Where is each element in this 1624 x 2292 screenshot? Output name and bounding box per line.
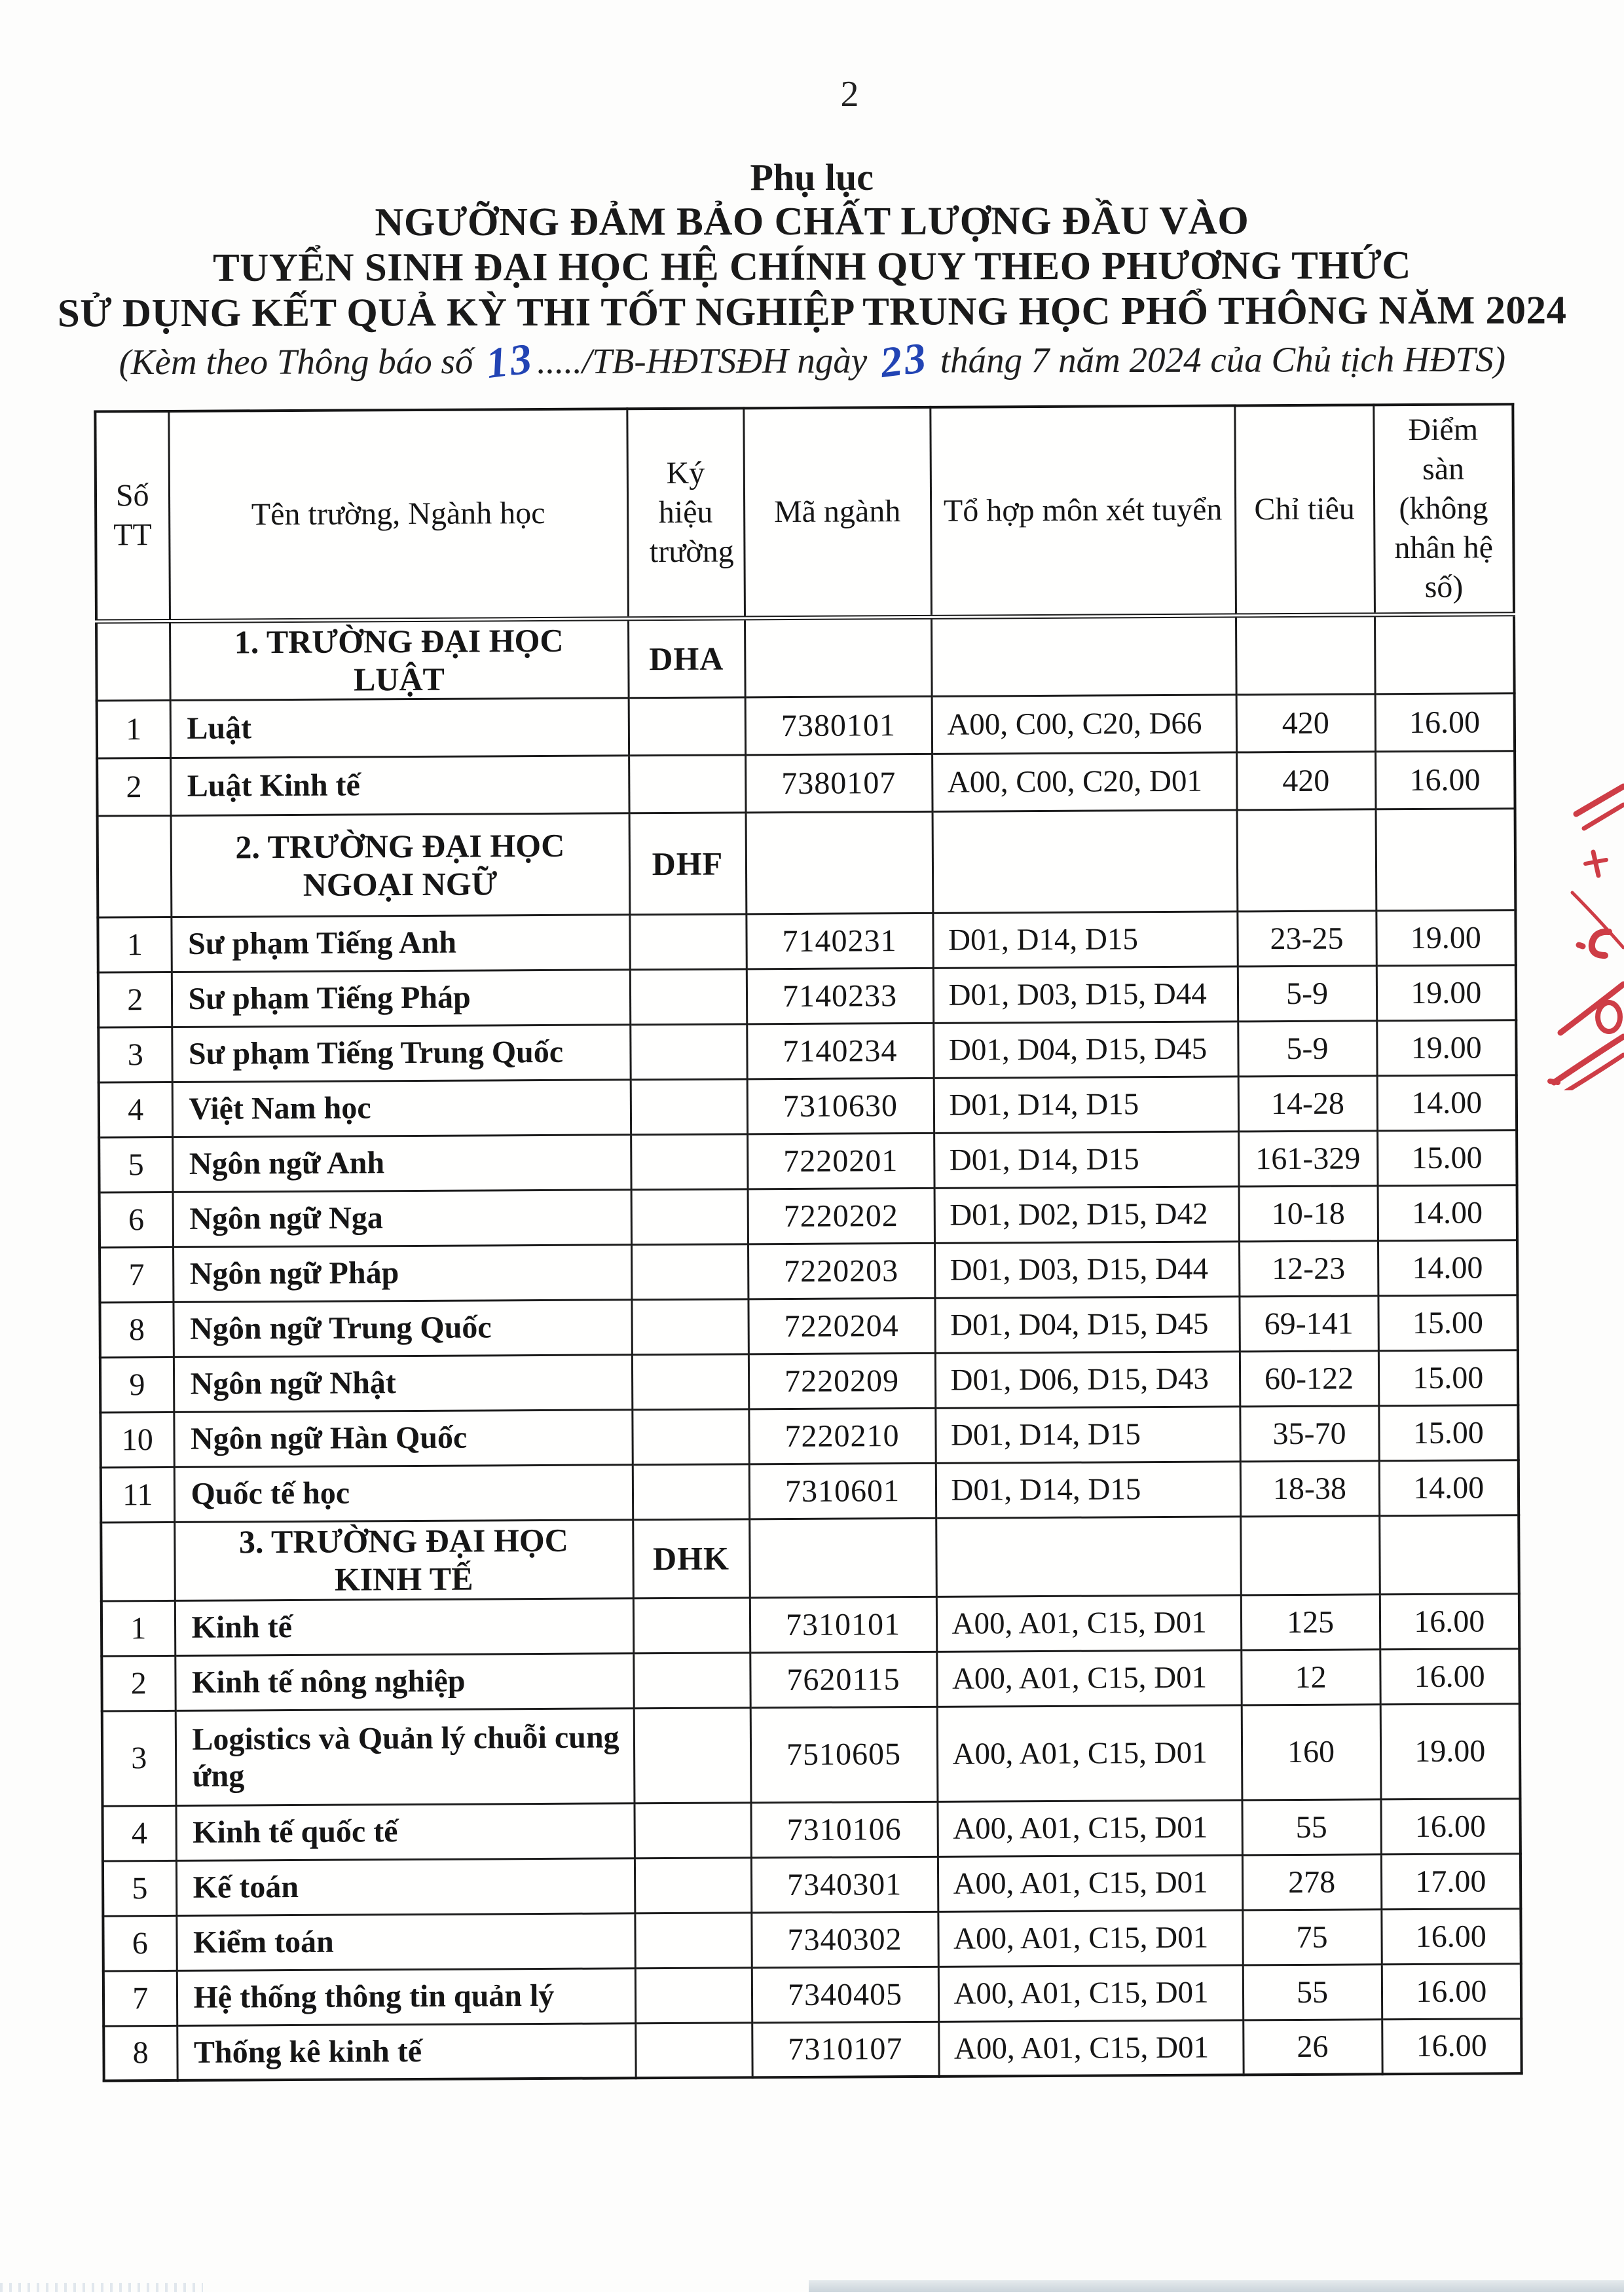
row-subject-combos: A00, A01, C15, D01 xyxy=(936,1595,1241,1651)
section-code: DHA xyxy=(628,618,745,697)
table-row xyxy=(98,910,1515,972)
row-school-major-name: Sư phạm Tiếng Trung Quốc xyxy=(172,1024,630,1082)
col-header-major-code: Mã ngành xyxy=(743,407,931,618)
row-school-symbol xyxy=(631,1299,748,1354)
row-quota: 60-122 xyxy=(1240,1350,1378,1406)
table-row xyxy=(102,1798,1520,1860)
table-row xyxy=(101,1593,1519,1655)
red-pen-marks xyxy=(1536,776,1624,1090)
section-title: 1. TRƯỜNG ĐẠI HỌC LUẬT xyxy=(170,618,629,700)
row-subject-combos: A00, C00, C20, D66 xyxy=(932,694,1236,753)
row-subject-combos: A00, A01, C15, D01 xyxy=(937,1800,1242,1856)
row-school-major-name: Ngôn ngữ Nga xyxy=(173,1189,631,1247)
handwritten-notice-number: 13 xyxy=(483,334,536,388)
table-row xyxy=(99,1130,1517,1192)
empty-cell xyxy=(749,1518,936,1597)
row-stt: 4 xyxy=(102,1805,175,1861)
section-row xyxy=(98,808,1516,917)
row-quota: 23-25 xyxy=(1237,910,1376,966)
row-school-symbol xyxy=(632,1354,748,1409)
row-major-code: 7380101 xyxy=(745,696,932,754)
row-quota: 55 xyxy=(1242,1799,1380,1855)
row-floor-score: 14.00 xyxy=(1377,1075,1517,1130)
row-school-major-name: Ngôn ngữ Anh xyxy=(172,1134,631,1192)
row-stt: 1 xyxy=(101,1600,175,1656)
row-floor-score: 19.00 xyxy=(1380,1703,1521,1799)
row-major-code: 7340301 xyxy=(751,1857,938,1912)
table-row xyxy=(100,1405,1518,1467)
row-school-major-name: Hệ thống thông tin quản lý xyxy=(177,1968,635,2025)
row-subject-combos: A00, C00, C20, D01 xyxy=(932,752,1236,811)
row-stt: 8 xyxy=(103,2025,177,2081)
row-quota: 18-38 xyxy=(1240,1460,1379,1516)
subtitle-mid: ...../TB-HĐTSĐH ngày xyxy=(537,340,877,381)
empty-cell xyxy=(1376,808,1516,910)
row-floor-score: 14.00 xyxy=(1379,1460,1519,1515)
row-quota: 14-28 xyxy=(1238,1075,1377,1131)
row-floor-score: 19.00 xyxy=(1376,910,1515,965)
row-school-major-name: Kinh tế xyxy=(175,1598,633,1655)
row-stt: 2 xyxy=(98,972,172,1027)
table-header-row xyxy=(95,404,1514,621)
row-major-code: 7310630 xyxy=(747,1078,934,1134)
row-school-major-name: Việt Nam học xyxy=(172,1079,631,1137)
row-floor-score: 16.00 xyxy=(1382,1963,1521,2019)
table-row xyxy=(100,1295,1517,1357)
row-floor-score: 19.00 xyxy=(1376,965,1516,1020)
row-school-symbol xyxy=(633,1597,750,1653)
row-subject-combos: D01, D04, D15, D45 xyxy=(933,1021,1238,1077)
row-major-code: 7220203 xyxy=(748,1243,934,1299)
row-school-symbol xyxy=(630,969,747,1024)
row-stt: 4 xyxy=(99,1082,172,1137)
row-stt: 3 xyxy=(98,1027,172,1082)
row-school-symbol xyxy=(632,1409,748,1464)
row-stt: 10 xyxy=(100,1412,174,1468)
empty-cell xyxy=(1237,809,1376,911)
title-line-1: NGƯỠNG ĐẢM BẢO CHẤT LƯỢNG ĐẦU VÀO xyxy=(375,198,1249,245)
row-quota: 75 xyxy=(1242,1909,1381,1965)
section-row xyxy=(96,614,1515,700)
row-major-code: 7220202 xyxy=(748,1188,934,1244)
row-major-code: 7140231 xyxy=(746,913,932,969)
col-header-quota: Chỉ tiêu xyxy=(1234,405,1375,615)
table-row xyxy=(101,1460,1519,1522)
col-header-school-symbol: Ký hiệu trường xyxy=(627,408,745,618)
row-school-symbol xyxy=(635,1967,752,2023)
table-row xyxy=(100,1185,1517,1247)
row-major-code: 7220210 xyxy=(748,1408,935,1464)
scan-artifact-strip xyxy=(809,2280,1624,2292)
table-row xyxy=(103,1908,1521,1970)
subtitle-line xyxy=(0,333,1624,386)
row-stt: 7 xyxy=(103,1970,177,2026)
row-school-major-name: Luật Kinh tế xyxy=(170,755,629,815)
row-quota: 160 xyxy=(1242,1704,1381,1800)
empty-cell xyxy=(746,811,933,914)
row-school-symbol xyxy=(635,2022,752,2078)
empty-cell xyxy=(931,615,1236,695)
row-stt: 5 xyxy=(99,1137,172,1192)
row-quota: 12-23 xyxy=(1239,1240,1378,1296)
row-quota: 10-18 xyxy=(1239,1185,1378,1241)
row-quota: 5-9 xyxy=(1238,965,1376,1021)
row-stt: 11 xyxy=(101,1467,174,1523)
row-subject-combos: D01, D03, D15, D44 xyxy=(934,1241,1239,1297)
row-floor-score: 16.00 xyxy=(1380,1593,1519,1649)
row-school-major-name: Kiểm toán xyxy=(176,1913,635,1970)
title-line-3: SỬ DỤNG KẾT QUẢ KỲ THI TỐT NGHIỆP TRUNG HỌC PHỔ THÔNG NĂM 2024 xyxy=(57,288,1567,336)
row-school-symbol xyxy=(634,1802,750,1858)
subtitle-suffix: tháng 7 năm 2024 của Chủ tịch HĐTS) xyxy=(931,339,1506,380)
row-subject-combos: D01, D14, D15 xyxy=(934,1131,1238,1187)
row-school-symbol xyxy=(629,754,745,813)
row-subject-combos: D01, D02, D15, D42 xyxy=(934,1186,1239,1242)
section-title: 3. TRƯỜNG ĐẠI HỌC KINH TẾ xyxy=(174,1519,633,1600)
row-floor-score: 16.00 xyxy=(1380,1648,1519,1704)
table-row xyxy=(99,1075,1517,1137)
empty-cell xyxy=(745,617,932,697)
row-quota: 12 xyxy=(1241,1649,1380,1705)
row-subject-combos: D01, D06, D15, D43 xyxy=(935,1351,1240,1407)
row-major-code: 7340302 xyxy=(751,1912,938,1967)
row-floor-score: 15.00 xyxy=(1378,1350,1518,1405)
row-subject-combos: A00, A01, C15, D01 xyxy=(938,1855,1242,1911)
table-row xyxy=(103,1963,1521,2025)
row-school-symbol xyxy=(629,914,746,969)
row-stt: 6 xyxy=(103,1915,176,1971)
table-row xyxy=(101,1648,1519,1710)
row-floor-score: 19.00 xyxy=(1376,1020,1516,1075)
row-school-symbol xyxy=(631,1244,748,1299)
row-subject-combos: A00, A01, C15, D01 xyxy=(938,2020,1243,2076)
row-quota: 35-70 xyxy=(1240,1405,1378,1461)
row-school-major-name: Quốc tế học xyxy=(174,1464,633,1522)
row-subject-combos: A00, A01, C15, D01 xyxy=(936,1650,1241,1706)
row-school-major-name: Ngôn ngữ Nhật xyxy=(174,1354,632,1412)
section-title: 2. TRƯỜNG ĐẠI HỌC NGOẠI NGỮ xyxy=(171,813,630,917)
row-floor-score: 14.00 xyxy=(1378,1185,1517,1240)
row-stt: 8 xyxy=(100,1302,173,1358)
row-school-major-name: Kế toán xyxy=(176,1858,635,1915)
row-school-symbol xyxy=(635,1912,751,1968)
row-major-code: 7310106 xyxy=(750,1802,937,1857)
section-row xyxy=(101,1515,1519,1600)
appendix-label: Phụ lục xyxy=(750,155,874,199)
row-school-major-name: Sư phạm Tiếng Anh xyxy=(171,914,629,972)
table-row xyxy=(102,1703,1521,1805)
admission-threshold-table xyxy=(94,403,1522,2082)
row-major-code: 7380107 xyxy=(745,754,932,812)
empty-cell xyxy=(1379,1515,1519,1594)
row-floor-score: 15.00 xyxy=(1378,1295,1517,1350)
row-school-major-name: Ngôn ngữ Trung Quốc xyxy=(173,1299,631,1357)
empty-cell xyxy=(101,1522,175,1601)
row-quota: 420 xyxy=(1236,693,1375,752)
empty-cell xyxy=(1240,1515,1380,1595)
row-subject-combos: D01, D03, D15, D44 xyxy=(933,966,1238,1022)
col-header-school-major: Tên trường, Ngành học xyxy=(168,409,628,621)
row-school-symbol xyxy=(631,1189,748,1244)
row-major-code: 7140233 xyxy=(747,968,933,1024)
row-major-code: 7220201 xyxy=(747,1133,934,1189)
row-school-major-name: Sư phạm Tiếng Pháp xyxy=(172,969,630,1027)
row-floor-score: 17.00 xyxy=(1381,1853,1521,1909)
row-floor-score: 15.00 xyxy=(1377,1130,1517,1185)
row-major-code: 7340405 xyxy=(752,1967,938,2022)
row-school-symbol xyxy=(633,1464,749,1519)
row-school-major-name: Luật xyxy=(170,697,629,758)
row-floor-score: 15.00 xyxy=(1378,1405,1518,1460)
row-floor-score: 14.00 xyxy=(1378,1240,1517,1295)
empty-cell xyxy=(98,815,172,917)
row-floor-score: 16.00 xyxy=(1375,750,1515,809)
row-stt: 1 xyxy=(97,700,170,758)
row-major-code: 7220209 xyxy=(748,1353,935,1409)
row-school-symbol xyxy=(631,1079,747,1134)
section-code: DHK xyxy=(633,1519,750,1598)
row-quota: 55 xyxy=(1243,1964,1382,2020)
row-major-code: 7220204 xyxy=(748,1298,934,1354)
row-school-major-name: Ngôn ngữ Hàn Quốc xyxy=(174,1409,632,1467)
row-stt: 3 xyxy=(102,1710,176,1806)
row-school-major-name: Thống kê kinh tế xyxy=(177,2023,635,2080)
empty-cell xyxy=(1236,614,1375,694)
subtitle-prefix: (Kèm theo Thông báo số xyxy=(119,341,483,382)
row-quota: 69-141 xyxy=(1239,1295,1378,1351)
table-row xyxy=(103,2018,1521,2080)
row-school-symbol xyxy=(629,697,745,755)
table-row xyxy=(97,693,1515,758)
row-stt: 6 xyxy=(100,1192,173,1248)
row-stt: 1 xyxy=(98,917,171,972)
empty-cell xyxy=(936,1516,1241,1596)
row-school-symbol xyxy=(635,1857,751,1913)
row-quota: 125 xyxy=(1241,1594,1380,1650)
row-major-code: 7310107 xyxy=(752,2022,938,2077)
row-subject-combos: D01, D14, D15 xyxy=(932,911,1237,967)
title-line-2: TUYỂN SINH ĐẠI HỌC HỆ CHÍNH QUY THEO PHƯƠNG THỨC xyxy=(212,244,1412,290)
handwritten-day: 23 xyxy=(877,333,931,387)
col-header-floor-score: Điểm sàn (không nhân hệ số) xyxy=(1373,404,1514,614)
row-quota: 278 xyxy=(1242,1854,1381,1910)
scan-noise xyxy=(0,2283,203,2292)
row-subject-combos: D01, D04, D15, D45 xyxy=(934,1296,1239,1352)
empty-cell xyxy=(932,809,1238,912)
row-major-code: 7620115 xyxy=(750,1652,936,1707)
table-row xyxy=(100,1350,1518,1412)
page-number: 2 xyxy=(840,74,859,115)
row-school-symbol xyxy=(633,1652,750,1708)
table-row xyxy=(100,1240,1517,1302)
row-major-code: 7140234 xyxy=(747,1023,933,1079)
row-subject-combos: D01, D14, D15 xyxy=(935,1406,1240,1462)
row-school-symbol xyxy=(631,1134,747,1189)
row-stt: 9 xyxy=(100,1357,174,1413)
row-subject-combos: A00, A01, C15, D01 xyxy=(937,1705,1242,1801)
row-subject-combos: A00, A01, C15, D01 xyxy=(938,1910,1242,1966)
row-school-major-name: Ngôn ngữ Pháp xyxy=(173,1244,631,1302)
row-major-code: 7310601 xyxy=(749,1463,936,1519)
row-school-major-name: Logistics và Quản lý chuỗi cung ứng xyxy=(175,1708,635,1805)
row-quota: 5-9 xyxy=(1238,1020,1376,1076)
empty-cell xyxy=(96,621,170,701)
table-row xyxy=(103,1853,1521,1915)
row-subject-combos: D01, D14, D15 xyxy=(936,1461,1240,1517)
table-row xyxy=(98,965,1516,1027)
row-quota: 161-329 xyxy=(1238,1130,1377,1186)
row-major-code: 7510605 xyxy=(750,1707,938,1802)
row-stt: 7 xyxy=(100,1247,173,1303)
table-row xyxy=(98,1020,1516,1082)
section-code: DHF xyxy=(629,812,747,914)
row-subject-combos: D01, D14, D15 xyxy=(934,1076,1238,1132)
col-header-stt: Số TT xyxy=(95,411,170,621)
row-floor-score: 16.00 xyxy=(1375,693,1515,751)
row-floor-score: 16.00 xyxy=(1380,1798,1520,1854)
row-school-major-name: Kinh tế nông nghiệp xyxy=(175,1653,633,1710)
col-header-subject-combos: Tổ hợp môn xét tuyển xyxy=(930,405,1236,616)
row-floor-score: 16.00 xyxy=(1382,2018,1521,2074)
table-row xyxy=(97,750,1515,815)
row-school-symbol xyxy=(634,1707,751,1803)
row-quota: 420 xyxy=(1236,751,1375,809)
row-major-code: 7310101 xyxy=(750,1597,936,1652)
row-stt: 2 xyxy=(97,758,170,816)
row-quota: 26 xyxy=(1243,2019,1382,2075)
row-school-major-name: Kinh tế quốc tế xyxy=(175,1803,634,1860)
document-header xyxy=(0,154,1624,386)
row-floor-score: 16.00 xyxy=(1381,1908,1521,1964)
row-school-symbol xyxy=(630,1024,747,1079)
empty-cell xyxy=(1375,614,1515,693)
row-subject-combos: A00, A01, C15, D01 xyxy=(938,1965,1243,2021)
row-stt: 2 xyxy=(101,1655,175,1711)
row-stt: 5 xyxy=(103,1860,176,1916)
